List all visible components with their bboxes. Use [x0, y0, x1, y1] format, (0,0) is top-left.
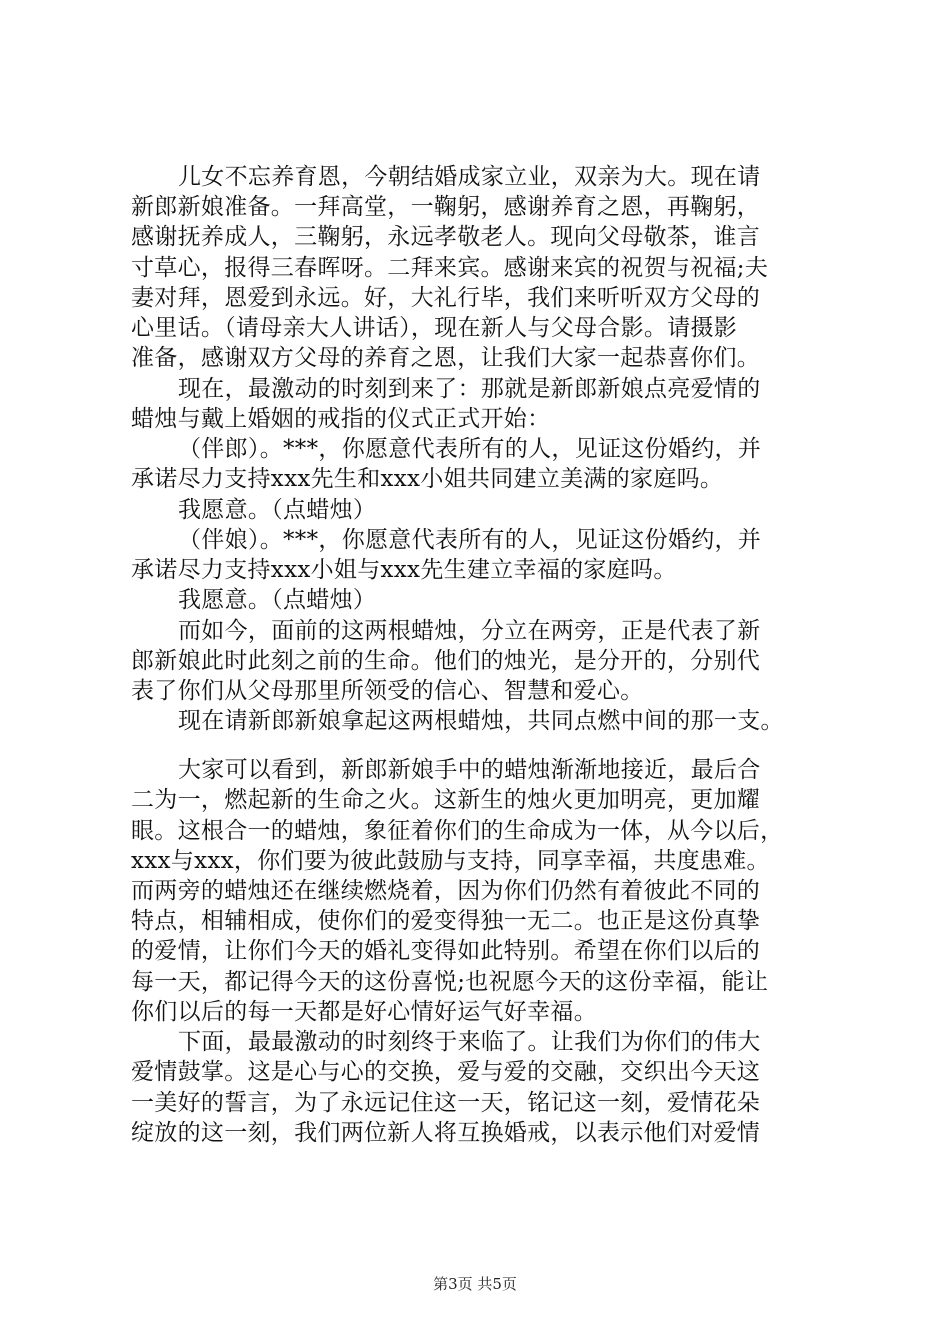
text-line: 而两旁的蜡烛还在继续燃烧着，因为你们仍然有着彼此不同的: [131, 878, 761, 904]
page-footer: 第3页 共5页: [433, 1275, 517, 1293]
text-line: 下面，最最激动的时刻终于来临了。让我们为你们的伟大: [178, 1029, 761, 1055]
text-line: 绽放的这一刻，我们两位新人将互换婚戒，以表示他们对爱情: [131, 1120, 761, 1146]
text-line: 表了你们从父母那里所领受的信心、智慧和爱心。: [131, 678, 644, 704]
text-line: 寸草心，报得三春晖呀。二拜来宾。感谢来宾的祝贺与祝福;夫: [131, 255, 769, 281]
text-line: （伴郎）。***，你愿意代表所有的人，见证这份婚约，并: [178, 436, 762, 462]
text-line: 你们以后的每一天都是好心情好运气好幸福。: [131, 999, 597, 1025]
text-line: 的爱情，让你们今天的婚礼变得如此特别。希望在你们以后的: [131, 938, 761, 964]
text-line: 感谢抚养成人，三鞠躬，永远孝敬老人。现向父母敬茶，谁言: [131, 224, 761, 250]
text-line: 特点，相辅相成，使你们的爱变得独一无二。也正是这份真挚: [131, 908, 761, 934]
text-line: 现在，最激动的时刻到来了：那就是新郎新娘点亮爱情的: [178, 376, 761, 402]
text-line: 现在请新郎新娘拿起这两根蜡烛，共同点燃中间的那一支。: [178, 708, 784, 734]
text-line: 爱情鼓掌。这是心与心的交换，爱与爱的交融，交织出今天这: [131, 1059, 761, 1085]
text-line: 蜡烛与戴上婚姻的戒指的仪式正式开始：: [131, 406, 551, 432]
text-line: 妻对拜，恩爱到永远。好，大礼行毕，我们来听听双方父母的: [131, 285, 761, 311]
text-line: 而如今，面前的这两根蜡烛，分立在两旁，正是代表了新: [178, 618, 761, 644]
text-line: 新郎新娘准备。一拜高堂，一鞠躬，感谢养育之恩，再鞠躬，: [131, 194, 761, 220]
text-line: 眼。这根合一的蜡烛，象征着你们的生命成为一体，从今以后，: [131, 818, 784, 844]
text-line: 我愿意。（点蜡烛）: [178, 587, 377, 613]
text-line: 二为一，燃起新的生命之火。这新生的烛火更加明亮，更加耀: [131, 787, 761, 813]
text-line: 我愿意。（点蜡烛）: [178, 497, 377, 523]
text-line: （伴娘）。***，你愿意代表所有的人，见证这份婚约，并: [178, 527, 762, 553]
text-line: 一美好的誓言，为了永远记住这一天，铭记这一刻，爱情花朵: [131, 1090, 761, 1116]
text-line: xxx与xxx，你们要为彼此鼓励与支持，同享幸福，共度患难。: [131, 848, 770, 874]
text-line: 郎新娘此时此刻之前的生命。他们的烛光，是分开的，分别代: [131, 648, 761, 674]
text-line: 准备，感谢双方父母的养育之恩，让我们大家一起恭喜你们。: [131, 345, 761, 371]
text-line: 承诺尽力支持xxx小姐与xxx先生建立幸福的家庭吗。: [131, 557, 677, 583]
text-line: 儿女不忘养育恩，今朝结婚成家立业，双亲为大。现在请: [178, 164, 761, 190]
text-line: 心里话。（请母亲大人讲话），现在新人与父母合影。请摄影: [131, 315, 738, 341]
text-line: 每一天，都记得今天的这份喜悦;也祝愿今天的这份幸福，能让: [131, 969, 769, 995]
text-line: 大家可以看到，新郎新娘手中的蜡烛渐渐地接近，最后合: [178, 757, 761, 783]
text-line: 承诺尽力支持xxx先生和xxx小姐共同建立美满的家庭吗。: [131, 466, 724, 492]
